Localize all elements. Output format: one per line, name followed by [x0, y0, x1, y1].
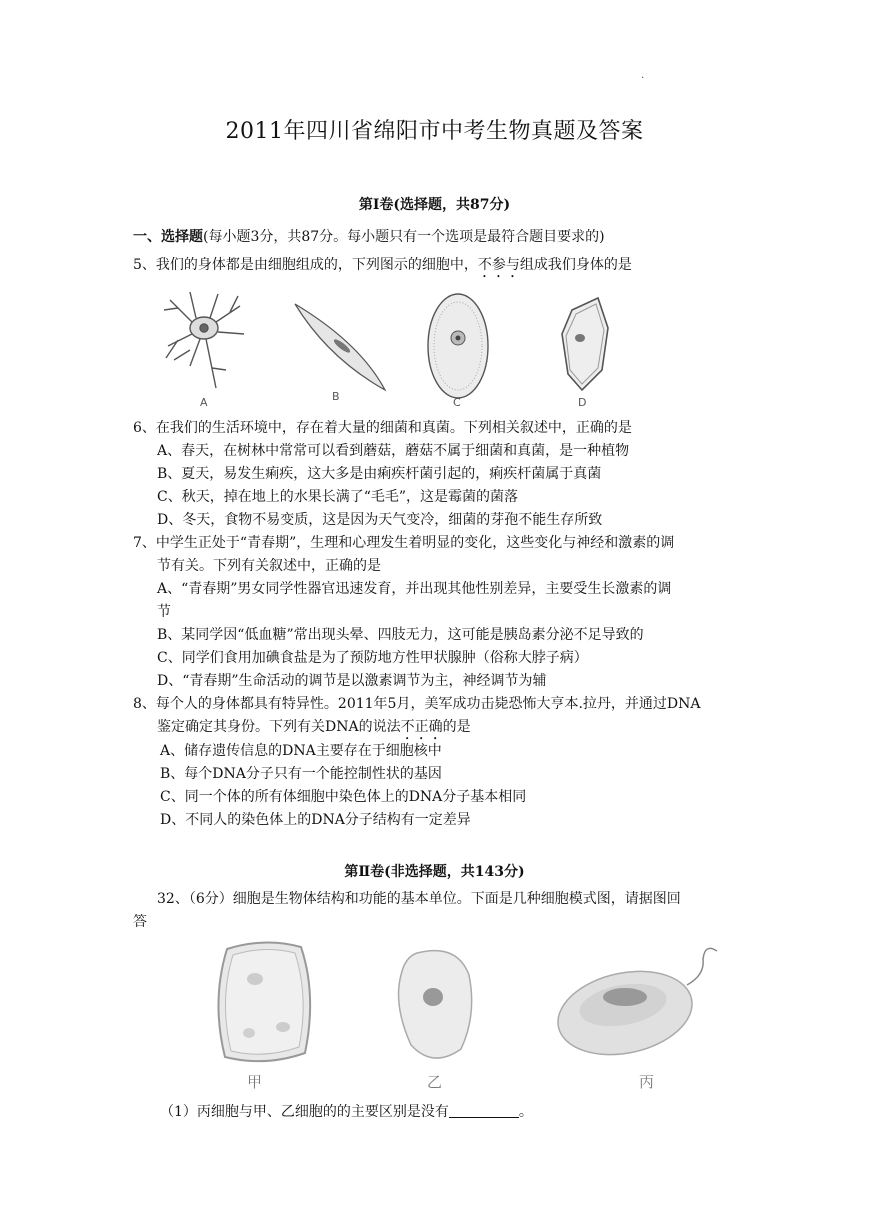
oval-cell-figure — [428, 294, 488, 398]
figure-d-caption: D — [578, 396, 587, 409]
figure-yi-caption: 乙 — [427, 1073, 443, 1091]
figure-b-caption: B — [332, 390, 340, 403]
muscle-cell-figure — [295, 304, 385, 390]
question-32-stem-line2: 答 — [133, 914, 147, 930]
question-32-stem-line1: 32、（6分）细胞是生物体结构和功能的基本单位。下面是几种细胞模式图，请据图回 — [157, 891, 681, 907]
figure-a-caption: A — [200, 396, 208, 409]
q32-sub1-text: （1）丙细胞与甲、乙细胞的的主要区别是没有 — [160, 1104, 449, 1120]
q8-stem-post: 的是 — [442, 719, 471, 735]
question-6-stem: 6、在我们的生活环境中，存在着大量的细菌和真菌。下列相关叙述中，正确的是 — [133, 420, 632, 436]
q6-option-c: C、秋天，掉在地上的水果长满了“毛毛”，这是霉菌的菌落 — [157, 489, 519, 505]
plant-cell-jia-figure — [218, 942, 310, 1061]
q5-cell-figures — [160, 288, 760, 410]
part2-heading: 第Ⅱ卷(非选择题，共143分) — [344, 864, 525, 880]
q6-option-a: A、春天，在树林中常常可以看到蘑菇，蘑菇不属于细菌和真菌，是一种植物 — [157, 443, 630, 459]
figure-jia-caption: 甲 — [247, 1073, 263, 1091]
q32-cell-figures — [205, 935, 745, 1095]
q6-option-b: B、夏天，易发生痢疾，这大多是由痢疾杆菌引起的，痢疾杆菌属于真菌 — [157, 466, 602, 482]
q7-option-b: B、某同学因“低血糖”常出现头晕、四肢无力，这可能是胰岛素分泌不足导致的 — [157, 627, 644, 643]
q7-option-a-line2: 节 — [157, 604, 171, 620]
figure-c-caption: C — [453, 396, 461, 409]
q8-option-b: B、每个DNA分子只有一个能控制性状的基因 — [160, 766, 442, 782]
neuron-cell-figure — [164, 292, 244, 388]
q8-option-a: A、储存遗传信息的DNA主要存在于细胞核中 — [160, 743, 442, 759]
figure-bing-caption: 丙 — [639, 1073, 655, 1091]
answer-blank[interactable] — [449, 1103, 519, 1118]
question-8-stem-line2 — [157, 718, 471, 743]
bacterium-bing-figure — [550, 948, 717, 1066]
q7-option-a-line1: A、“青春期”男女同学性器官迅速发育，并出现其他性别差异，主要受生长激素的调 — [157, 581, 672, 597]
q32-sub-question-1 — [160, 1103, 533, 1121]
question-8-stem-line1: 8、每个人的身体都具有特异性。2011年5月，美军成功击毙恐怖大亨本.拉丹，并通过DNA — [133, 696, 701, 712]
section-instructions — [133, 228, 605, 246]
plant-cell-figure — [562, 298, 608, 390]
page-title: 2011年四川省绵阳市中考生物真题及答案 — [225, 119, 644, 144]
section-note: (每小题3分，共87分。每小题只有一个选项是最符合题目要求的) — [203, 229, 605, 245]
animal-cell-yi-figure — [399, 951, 472, 1058]
q5-emphasis: 不参与 — [477, 257, 520, 273]
q8-stem-pre: 鉴定确定其身份。下列有关DNA的说法 — [157, 719, 401, 735]
part1-heading: 第Ⅰ卷(选择题，共87分) — [358, 197, 511, 213]
q8-option-d: D、不同人的染色体上的DNA分子结构有一定差异 — [160, 812, 471, 828]
q7-option-d: D、“青春期”生命活动的调节是以激素调节为主，神经调节为辅 — [157, 673, 547, 689]
question-5-stem — [133, 256, 632, 281]
q32-sub1-end: 。 — [518, 1104, 533, 1120]
question-7-stem-line2: 节有关。下列有关叙述中，正确的是 — [157, 558, 381, 574]
corner-mark: . — [641, 70, 645, 81]
q8-option-c: C、同一个体的所有体细胞中染色体上的DNA分子基本相同 — [160, 789, 527, 805]
q7-option-c: C、同学们食用加碘食盐是为了预防地方性甲状腺肿（俗称大脖子病） — [157, 650, 588, 666]
q5-stem-pre: 5、我们的身体都是由细胞组成的，下列图示的细胞中， — [133, 257, 478, 273]
section-label: 一、选择题 — [133, 229, 203, 245]
q8-emphasis: 不正确 — [400, 719, 443, 735]
q5-stem-post: 组成我们身体的是 — [519, 257, 632, 273]
question-7-stem-line1: 7、中学生正处于“青春期”，生理和心理发生着明显的变化，这些变化与神经和激素的调 — [133, 535, 675, 551]
q6-option-d: D、冬天，食物不易变质，这是因为天气变冷，细菌的芽孢不能生存所致 — [157, 512, 603, 528]
